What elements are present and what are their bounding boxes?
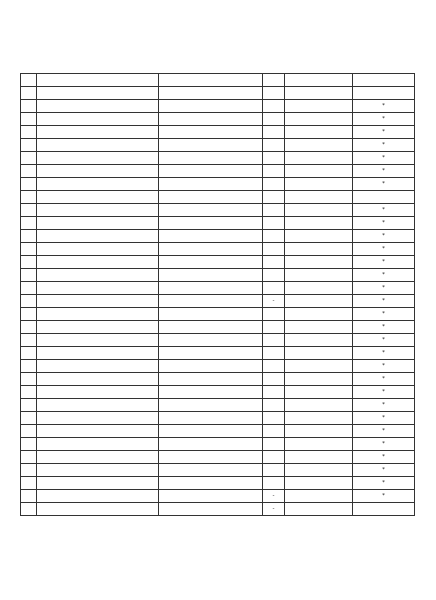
cell-condition: [285, 425, 353, 438]
cell-name: [37, 334, 159, 347]
cell-no: [21, 321, 37, 334]
cell-name: [37, 503, 159, 516]
cell-remark: [353, 87, 415, 100]
cell-qty: [263, 425, 285, 438]
cell-no: [21, 139, 37, 152]
table-row: [21, 113, 415, 126]
cell-condition: [285, 165, 353, 178]
table-row: [21, 295, 415, 308]
cell-name: [37, 126, 159, 139]
cell-name: [37, 412, 159, 425]
cell-name: [37, 230, 159, 243]
table-row: [21, 373, 415, 386]
cell-remark: *: [353, 152, 415, 165]
cell-condition: [285, 230, 353, 243]
header-line-4: [20, 60, 414, 70]
document-header: [20, 30, 414, 70]
cell-condition: [285, 295, 353, 308]
cell-name: [37, 399, 159, 412]
cell-qty: [263, 373, 285, 386]
cell-condition: [285, 204, 353, 217]
cell-condition: [285, 412, 353, 425]
cell-code: [159, 477, 263, 490]
cell-condition: [285, 178, 353, 191]
cell-code: [159, 126, 263, 139]
table-row: [21, 412, 415, 425]
cell-remark: *: [353, 282, 415, 295]
cell-qty: [263, 334, 285, 347]
header-line-2: [20, 40, 414, 50]
table-row: [21, 425, 415, 438]
cell-no: [21, 191, 37, 204]
cell-no: [21, 282, 37, 295]
cell-condition: [285, 126, 353, 139]
cell-name: [37, 451, 159, 464]
cell-code: [159, 204, 263, 217]
cell-qty: [263, 139, 285, 152]
cell-qty: -: [263, 490, 285, 503]
cell-qty: [263, 321, 285, 334]
cell-condition: [285, 139, 353, 152]
cell-name: [37, 204, 159, 217]
cell-code: [159, 503, 263, 516]
cell-code: [159, 282, 263, 295]
column-header-remark: [353, 74, 415, 87]
table-row: [21, 321, 415, 334]
cell-qty: [263, 191, 285, 204]
cell-remark: *: [353, 139, 415, 152]
cell-no: [21, 269, 37, 282]
cell-remark: *: [353, 490, 415, 503]
table-row: [21, 87, 415, 100]
cell-name: [37, 269, 159, 282]
table-row: [21, 308, 415, 321]
table-row: [21, 165, 415, 178]
cell-name: [37, 87, 159, 100]
cell-name: [37, 152, 159, 165]
cell-name: [37, 464, 159, 477]
cell-name: [37, 282, 159, 295]
column-header-condition: [285, 74, 353, 87]
cell-name: [37, 477, 159, 490]
cell-condition: [285, 308, 353, 321]
cell-no: [21, 399, 37, 412]
cell-remark: *: [353, 334, 415, 347]
table-header-row: [21, 74, 415, 87]
cell-name: [37, 191, 159, 204]
cell-code: [159, 386, 263, 399]
cell-code: [159, 347, 263, 360]
table-row: [21, 282, 415, 295]
cell-qty: [263, 399, 285, 412]
cell-no: [21, 438, 37, 451]
cell-remark: *: [353, 126, 415, 139]
cell-condition: [285, 243, 353, 256]
cell-code: [159, 113, 263, 126]
cell-condition: [285, 334, 353, 347]
cell-name: [37, 295, 159, 308]
cell-code: [159, 490, 263, 503]
cell-name: [37, 139, 159, 152]
cell-name: [37, 256, 159, 269]
cell-code: [159, 256, 263, 269]
cell-code: [159, 464, 263, 477]
table-row: [21, 386, 415, 399]
cell-name: [37, 113, 159, 126]
cell-no: [21, 126, 37, 139]
cell-code: [159, 321, 263, 334]
table-row: [21, 217, 415, 230]
cell-remark: *: [353, 256, 415, 269]
cell-remark: *: [353, 438, 415, 451]
cell-remark: *: [353, 178, 415, 191]
table-row: [21, 126, 415, 139]
cell-no: [21, 334, 37, 347]
cell-remark: *: [353, 347, 415, 360]
cell-no: [21, 308, 37, 321]
cell-no: [21, 113, 37, 126]
cell-name: [37, 165, 159, 178]
cell-name: [37, 321, 159, 334]
column-header-no: [21, 74, 37, 87]
cell-condition: [285, 477, 353, 490]
cell-condition: [285, 113, 353, 126]
cell-condition: [285, 360, 353, 373]
cell-qty: [263, 165, 285, 178]
table-row: [21, 464, 415, 477]
cell-remark: *: [353, 295, 415, 308]
table-row: [21, 204, 415, 217]
table-row: [21, 347, 415, 360]
cell-name: [37, 360, 159, 373]
table-row: [21, 360, 415, 373]
cell-qty: -: [263, 503, 285, 516]
table-row: [21, 334, 415, 347]
cell-no: [21, 425, 37, 438]
cell-remark: *: [353, 243, 415, 256]
cell-no: [21, 178, 37, 191]
table-row: [21, 269, 415, 282]
cell-qty: [263, 477, 285, 490]
cell-remark: *: [353, 412, 415, 425]
cell-qty: [263, 269, 285, 282]
cell-no: [21, 490, 37, 503]
table-row: [21, 100, 415, 113]
table-row: [21, 152, 415, 165]
table-row: [21, 243, 415, 256]
table-row: [21, 191, 415, 204]
cell-qty: [263, 386, 285, 399]
cell-qty: [263, 230, 285, 243]
cell-code: [159, 360, 263, 373]
table-row: [21, 490, 415, 503]
cell-condition: [285, 269, 353, 282]
column-header-qty: [263, 74, 285, 87]
cell-remark: *: [353, 308, 415, 321]
table-row: [21, 451, 415, 464]
cell-no: [21, 243, 37, 256]
cell-code: [159, 191, 263, 204]
cell-no: [21, 152, 37, 165]
cell-code: [159, 87, 263, 100]
cell-code: [159, 295, 263, 308]
cell-qty: [263, 152, 285, 165]
cell-qty: [263, 308, 285, 321]
cell-no: [21, 347, 37, 360]
cell-code: [159, 152, 263, 165]
cell-no: [21, 217, 37, 230]
header-line-1: [20, 30, 414, 40]
cell-code: [159, 412, 263, 425]
cell-qty: [263, 412, 285, 425]
cell-code: [159, 451, 263, 464]
cell-code: [159, 100, 263, 113]
cell-remark: *: [353, 399, 415, 412]
table-body: [21, 87, 415, 516]
cell-no: [21, 477, 37, 490]
cell-condition: [285, 321, 353, 334]
table-row: [21, 438, 415, 451]
cell-remark: *: [353, 204, 415, 217]
table-row: [21, 230, 415, 243]
cell-condition: [285, 464, 353, 477]
cell-remark: *: [353, 230, 415, 243]
cell-no: [21, 100, 37, 113]
cell-code: [159, 217, 263, 230]
cell-condition: [285, 100, 353, 113]
cell-qty: -: [263, 295, 285, 308]
cell-condition: [285, 256, 353, 269]
cell-remark: *: [353, 373, 415, 386]
cell-no: [21, 360, 37, 373]
cell-remark: *: [353, 386, 415, 399]
cell-no: [21, 386, 37, 399]
cell-code: [159, 373, 263, 386]
cell-condition: [285, 503, 353, 516]
cell-name: [37, 386, 159, 399]
cell-condition: [285, 152, 353, 165]
cell-qty: [263, 438, 285, 451]
cell-code: [159, 243, 263, 256]
cell-name: [37, 178, 159, 191]
cell-qty: [263, 178, 285, 191]
table-row: [21, 139, 415, 152]
cell-code: [159, 178, 263, 191]
cell-remark: *: [353, 321, 415, 334]
cell-no: [21, 373, 37, 386]
cell-no: [21, 230, 37, 243]
cell-remark: [353, 503, 415, 516]
cell-qty: [263, 282, 285, 295]
cell-no: [21, 87, 37, 100]
cell-qty: [263, 256, 285, 269]
cell-code: [159, 308, 263, 321]
cell-qty: [263, 126, 285, 139]
cell-remark: *: [353, 464, 415, 477]
cell-condition: [285, 191, 353, 204]
cell-name: [37, 217, 159, 230]
cell-name: [37, 308, 159, 321]
cell-qty: [263, 217, 285, 230]
cell-qty: [263, 464, 285, 477]
cell-name: [37, 490, 159, 503]
cell-remark: *: [353, 269, 415, 282]
cell-qty: [263, 100, 285, 113]
cell-no: [21, 204, 37, 217]
cell-code: [159, 165, 263, 178]
cell-code: [159, 438, 263, 451]
cell-code: [159, 139, 263, 152]
cell-no: [21, 165, 37, 178]
cell-qty: [263, 204, 285, 217]
cell-condition: [285, 399, 353, 412]
cell-qty: [263, 243, 285, 256]
cell-code: [159, 334, 263, 347]
cell-name: [37, 425, 159, 438]
table-row: [21, 477, 415, 490]
cell-no: [21, 503, 37, 516]
header-line-3: [20, 50, 414, 60]
cell-condition: [285, 490, 353, 503]
cell-code: [159, 425, 263, 438]
cell-remark: *: [353, 425, 415, 438]
cell-remark: *: [353, 477, 415, 490]
cell-condition: [285, 373, 353, 386]
cell-code: [159, 269, 263, 282]
cell-remark: *: [353, 451, 415, 464]
column-header-code: [159, 74, 263, 87]
cell-remark: [353, 191, 415, 204]
cell-qty: [263, 451, 285, 464]
cell-qty: [263, 360, 285, 373]
table-row: [21, 256, 415, 269]
cell-remark: *: [353, 165, 415, 178]
cell-remark: *: [353, 100, 415, 113]
cell-name: [37, 438, 159, 451]
asset-table: [20, 73, 415, 516]
cell-name: [37, 243, 159, 256]
cell-condition: [285, 87, 353, 100]
cell-no: [21, 451, 37, 464]
column-header-name: [37, 74, 159, 87]
cell-no: [21, 412, 37, 425]
table-row: [21, 178, 415, 191]
cell-remark: *: [353, 217, 415, 230]
cell-remark: *: [353, 113, 415, 126]
cell-condition: [285, 451, 353, 464]
cell-code: [159, 230, 263, 243]
cell-condition: [285, 282, 353, 295]
cell-condition: [285, 217, 353, 230]
cell-qty: [263, 347, 285, 360]
cell-no: [21, 295, 37, 308]
cell-no: [21, 256, 37, 269]
cell-condition: [285, 386, 353, 399]
cell-code: [159, 399, 263, 412]
cell-name: [37, 347, 159, 360]
cell-condition: [285, 347, 353, 360]
cell-qty: [263, 87, 285, 100]
cell-condition: [285, 438, 353, 451]
cell-name: [37, 100, 159, 113]
cell-qty: [263, 113, 285, 126]
cell-remark: *: [353, 360, 415, 373]
cell-no: [21, 464, 37, 477]
table-row: [21, 503, 415, 516]
table-row: [21, 399, 415, 412]
cell-name: [37, 373, 159, 386]
